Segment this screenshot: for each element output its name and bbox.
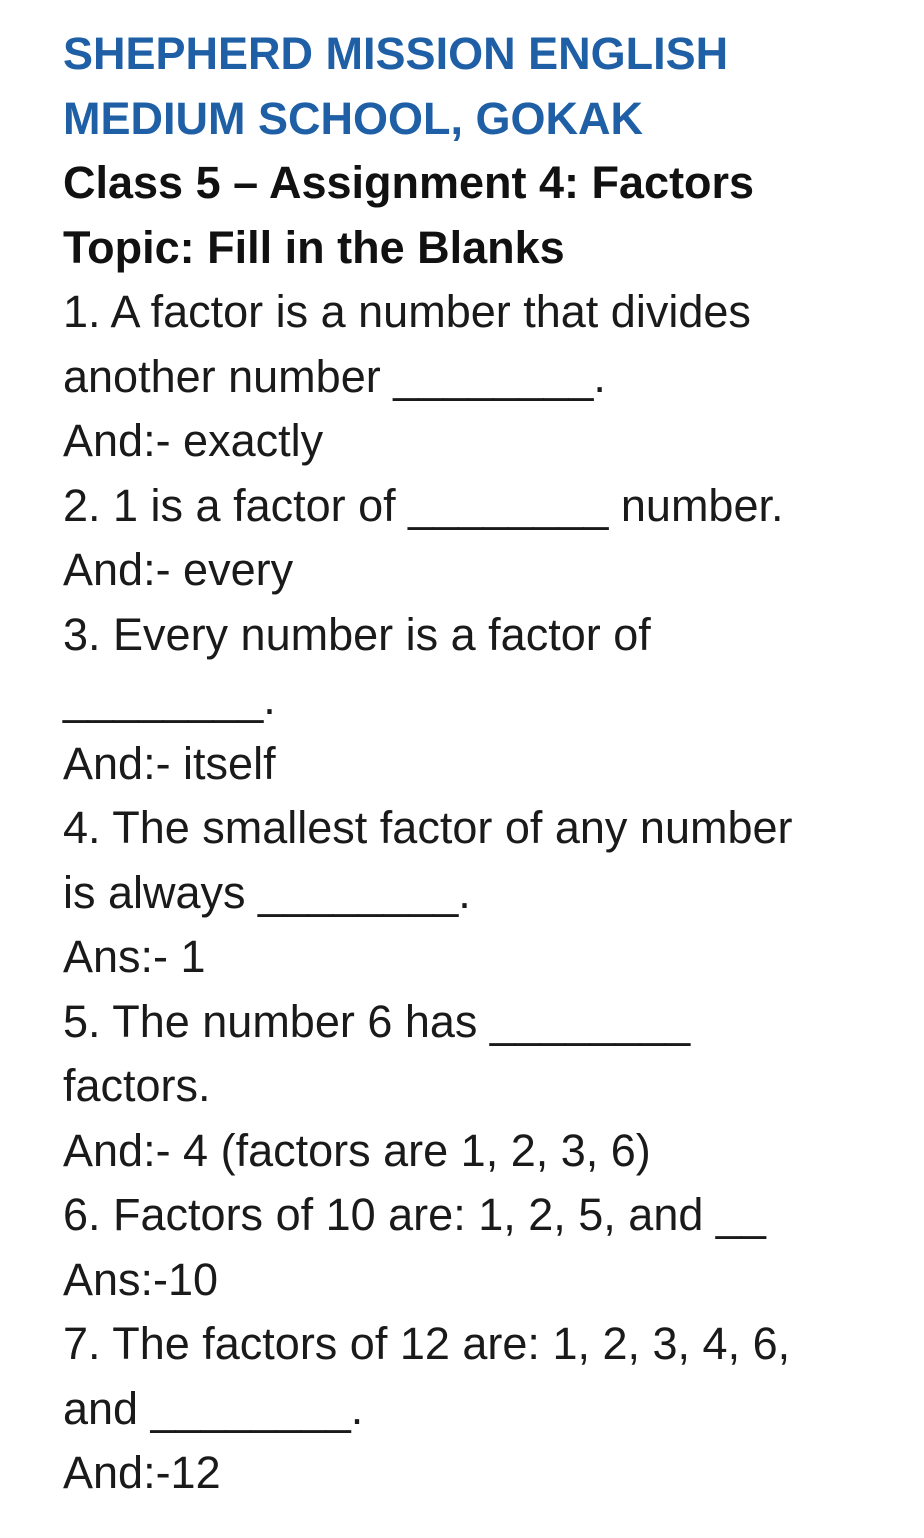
question-1-line-1: 1. A factor is a number that divides [63, 286, 751, 337]
question-7-line-2: and ________. [63, 1382, 364, 1434]
question-6: 6. Factors of 10 are: 1, 2, 5, and __ [63, 1189, 766, 1240]
answer-5: And:- 4 (factors are 1, 2, 3, 6) [63, 1124, 651, 1176]
answer-3: And:- itself [63, 737, 276, 789]
topic-heading: Topic: Fill in the Blanks [63, 221, 565, 273]
question-3-line-1: 3. Every number is a factor of [63, 608, 651, 660]
question-4-line-1: 4. The smallest factor of any number [63, 802, 793, 853]
question-5-line-2: factors. [63, 1060, 211, 1111]
answer-7: And:-12 [63, 1447, 221, 1498]
question-3-line-2: ________. [63, 673, 276, 724]
question-2: 2. 1 is a factor of ________ number. [63, 479, 784, 531]
question-5-line-1: 5. The number 6 has ________ [63, 995, 691, 1047]
assignment-title: Class 5 – Assignment 4: Factors [63, 157, 755, 208]
answer-4: Ans:- 1 [63, 931, 206, 982]
answer-6: Ans:-10 [63, 1253, 219, 1305]
answer-1: And:- exactly [63, 415, 324, 466]
answer-2: And:- every [63, 544, 294, 595]
question-1-line-2: another number ________. [63, 350, 606, 402]
school-name-line-1: SHEPHERD MISSION ENGLISH [63, 28, 729, 79]
question-7-line-1: 7. The factors of 12 are: 1, 2, 3, 4, 6, [63, 1318, 791, 1369]
question-4-line-2: is always ________. [63, 866, 471, 918]
school-name-line-2: MEDIUM SCHOOL, GOKAK [63, 92, 643, 144]
